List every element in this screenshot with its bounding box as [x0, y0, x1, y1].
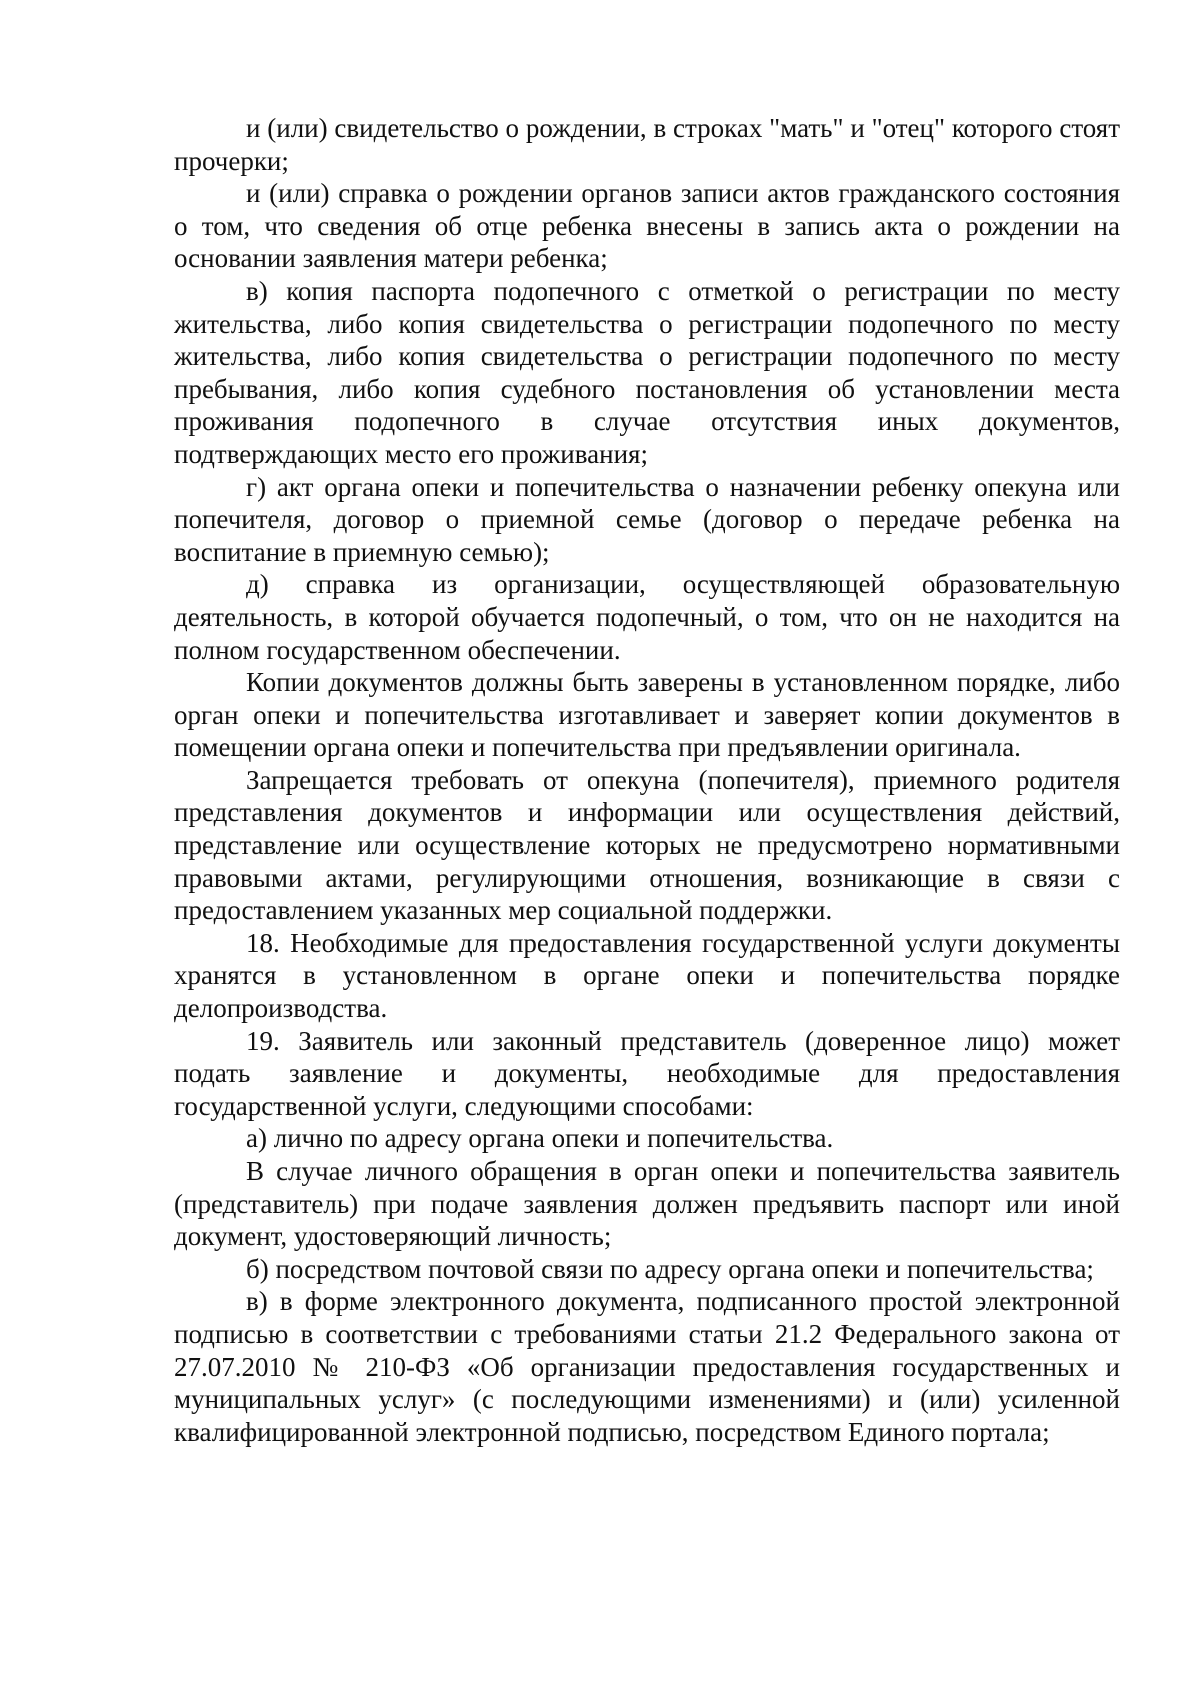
paragraph-section-19: 19. Заявитель или законный представитель (доверенное лицо) может подать заявление и документы, необходимые для предоставления государственной услуги, следующими способами: — [174, 1025, 1120, 1121]
paragraph-birth-record-note: и (или) справка о рождении органов записи актов гражданского состояния о том, что сведения об отце ребенка внесены в запись акта о рождении на основании заявления матери ребенка; — [174, 178, 1120, 274]
paragraph-item-a-in-person: а) лично по адресу органа опеки и попечительства. — [246, 1123, 834, 1154]
paragraph-item-g-guardianship-act: г) акт органа опеки и попечительства о назначении ребенку опекуна или попечителя, договор о приемной семье (договор о передаче ребенка на воспитание в приемную семью); — [174, 471, 1120, 567]
paragraph-prohibition: Запрещается требовать от опекуна (попечителя), приемного родителя представления документов и информации или осуществления действий, представление или осуществление которых не предусмотрено нормативными правовыми актами, регулирующими отношения, возникающие в связи с предоставлением указанных мер социальной поддержки. — [174, 764, 1120, 926]
document-page — [174, 112, 1120, 1448]
paragraph-copies-certification: Копии документов должны быть заверены в установленном порядке, либо орган опеки и попечительства изготавливает и заверяет копии документов в помещении органа опеки и попечительства при предъявлении оригинала. — [174, 667, 1120, 763]
paragraph-item-v-electronic: в) в форме электронного документа, подписанного простой электронной подписью в соответствии с требованиями статьи 21.2 Федерального закона от 27.07.2010 № 210-ФЗ «Об организации предоставления государственных и муниципальных услуг» (с последующими изменениями) и (или) усиленной квалифицированной электронной подписью, посредством Единого портала; — [174, 1286, 1120, 1447]
paragraph-birth-certificate: и (или) свидетельство о рождении, в строках "мать" и "отец" которого стоят прочерки; — [174, 113, 1120, 176]
paragraph-personal-appeal: В случае личного обращения в орган опеки и попечительства заявитель (представитель) при подаче заявления должен предъявить паспорт или иной документ, удостоверяющий личность; — [174, 1156, 1120, 1252]
paragraph-section-18: 18. Необходимые для предоставления государственной услуги документы хранятся в установленном в органе опеки и попечительства порядке делопроизводства. — [174, 927, 1120, 1024]
paragraph-item-b-postal: б) посредством почтовой связи по адресу органа опеки и попечительства; — [246, 1253, 1094, 1284]
paragraph-item-v-passport: в) копия паспорта подопечного с отметкой о регистрации по месту жительства, либо копия свидетельства о регистрации подопечного по месту жительства, либо копия свидетельства о регистрации подопечного по месту пребывания, либо копия судебного постановления об установлении места проживания подопечного в случае отсутствия иных документов, подтверждающих место его проживания; — [174, 275, 1120, 469]
paragraph-item-d-school-certificate: д) справка из организации, осуществляющей образовательную деятельность, в которой обучается подопечный, о том, что он не находится на полном государственном обеспечении. — [174, 569, 1120, 665]
